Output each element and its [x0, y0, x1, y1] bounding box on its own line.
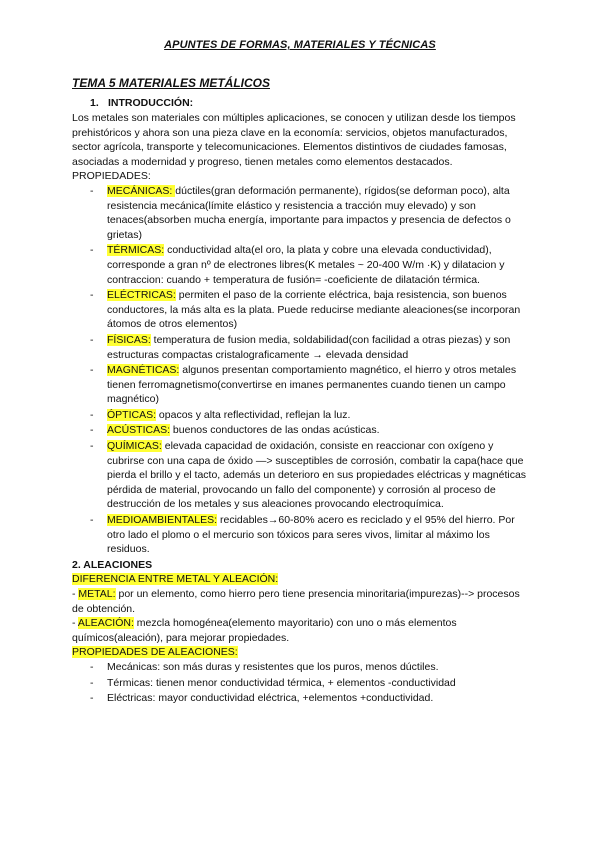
- section-1-number: 1.: [90, 97, 99, 109]
- list-item: - MECÁNICAS: dúctiles(gran deformación permanente), rígidos(se deforman poco), alta resistencia mecánica(límite elástico y resistencia a tracción muy elevado) y son tenaces(absorben mucha energía, importante para impactos y presencia de defectos o grietas): [90, 184, 511, 241]
- section-2-heading: 2. ALEACIONES: [72, 558, 153, 571]
- prop-aleaciones-line: [72, 645, 530, 660]
- item-text: recidables→60-80% acero es reciclado y el 95% del hierro. Por otro lado el plomo o el mercurio son tóxicos para seres vivos, limitar al máximo los residuos.: [107, 514, 515, 556]
- aleacion-definition: - ALEACIÓN: mezcla homogénea(elemento mayoritario) con uno o más elementos químicos(aleación), para mejorar propiedades.: [72, 617, 457, 644]
- highlighted-label: ÓPTICAS:: [107, 408, 157, 421]
- propiedades-list: [72, 184, 530, 557]
- item-text: permiten el paso de la corriente eléctrica, baja resistencia, son buenos conductores, la más alta es la plata. Puede reducirse mediante aleaciones(se incorporan átomos de otros elementos): [107, 289, 521, 331]
- item-text: Térmicas: tienen menor conductividad térmica, + elementos -conductividad: [107, 676, 456, 689]
- highlighted-label: FÍSICAS:: [107, 333, 151, 346]
- propiedades-label: PROPIEDADES:: [72, 170, 151, 183]
- metal-text: por un elemento, como hierro pero tiene presencia minoritaria(impurezas)--> procesos de obtención.: [72, 588, 520, 615]
- list-item: - MAGNÉTICAS: algunos presentan comportamiento magnético, el hierro y otros metales tienen ferromagnetismo(convertirse en imanes permanentes cuando tienen un campo magnético): [90, 364, 517, 406]
- item-text: Mecánicas: son más duras y resistentes que los puros, menos dúctiles.: [107, 660, 439, 673]
- metal-definition: - METAL: por un elemento, como hierro pero tiene presencia minoritaria(impurezas)--> procesos de obtención.: [72, 588, 520, 615]
- content-body: [72, 111, 530, 707]
- item-text: opacos y alta reflectividad, reflejan la luz.: [156, 408, 351, 421]
- tema-heading: TEMA 5 MATERIALES METÁLICOS: [72, 76, 270, 90]
- highlighted-label: QUÍMICAS:: [107, 440, 162, 453]
- list-item: - ACÚSTICAS: buenos conductores de las ondas acústicas.: [90, 424, 380, 437]
- intro-paragraph: Los metales son materiales con múltiples aplicaciones, se conocen y utilizan desde los tiempos prehistóricos y ahora son una pieza clave en la economía: servicios, objetos manufacturados, sector agrícola, transporte y telecomunicaciones. Elementos distintivos de ciudades famosas, asociadas a modernidad y progreso, tienen metales como elementos destacados.: [72, 112, 516, 168]
- aleacion-label: ALEACIÓN:: [77, 617, 134, 630]
- list-item: - ELÉCTRICAS: permiten el paso de la corriente eléctrica, baja resistencia, son buenos conductores, la más alta es la plata. Puede reducirse mediante aleaciones(se incorporan átomos de otros elementos): [90, 289, 521, 331]
- section-1-heading: [90, 96, 193, 111]
- aleacion-text: mezcla homogénea(elemento mayoritario) con uno o más elementos químicos(aleación), para mejorar propiedades.: [72, 617, 457, 644]
- item-text: dúctiles(gran deformación permanente), rígidos(se deforman poco), alta resistencia mecánica(límite elástico y resistencia a tracción muy elevado) y son tenaces(absorben mucha energía, importante para impactos y presencia de defectos o grietas): [107, 184, 511, 241]
- diferencia-line: [72, 572, 530, 587]
- highlighted-label: TÉRMICAS:: [107, 244, 165, 257]
- prop-aleaciones-label: PROPIEDADES DE ALEACIONES:: [72, 646, 238, 659]
- highlighted-label: ACÚSTICAS:: [107, 424, 171, 437]
- item-text: algunos presentan comportamiento magnético, el hierro y otros metales tienen ferromagnetismo(convertirse en imanes permanentes cuando tienen un campo magnético): [107, 364, 517, 406]
- document-title: APUNTES DE FORMAS, MATERIALES Y TÉCNICAS: [164, 39, 436, 51]
- list-item: - ÓPTICAS: opacos y alta reflectividad, reflejan la luz.: [90, 408, 351, 421]
- section-1-title: INTRODUCCIÓN:: [108, 97, 194, 109]
- highlighted-label: ELÉCTRICAS:: [107, 289, 176, 302]
- prop-aleaciones-list: [72, 660, 530, 706]
- diferencia-label: DIFERENCIA ENTRE METAL Y ALEACIÓN:: [72, 573, 279, 586]
- list-item: - TÉRMICAS: conductividad alta(el oro, la plata y cobre una elevada conductividad), corresponde a gran nº de electrones libres(K metales ~ 20-400 W/m ·K) y dilatacion y contraccion: cuando + temperatura de fusión= -coeficiente de dilatación térmica.: [90, 244, 505, 286]
- highlighted-label: MEDIOAMBIENTALES:: [107, 514, 218, 527]
- list-item: - MEDIOAMBIENTALES: recidables→60-80% acero es reciclado y el 95% del hierro. Por otro lado el plomo o el mercurio son tóxicos para seres vivos, limitar al máximo los residuos.: [90, 514, 515, 556]
- item-text: Eléctricas: mayor conductividad eléctrica, +elementos +conductividad.: [107, 692, 434, 705]
- list-item: - Eléctricas: mayor conductividad eléctrica, +elementos +conductividad.: [90, 692, 434, 705]
- item-text: buenos conductores de las ondas acústicas.: [170, 424, 380, 437]
- item-text: elevada capacidad de oxidación, consiste en reaccionar con oxígeno y cubrirse con una capa de óxido —> susceptibles de corrosión, combatir la capa(hace que pierda el brillo y el tacto, además un deterioro en sus propiedades eléctricas y magnéticas pérdida de material, provocando un fallo del componente) y corrosión al proceso de destrucción de los metales y sus aleaciones provocando electroquímica.: [107, 440, 527, 511]
- highlighted-label: MAGNÉTICAS:: [107, 364, 180, 377]
- highlighted-label: MECÁNICAS:: [107, 184, 176, 197]
- list-item: - FÍSICAS: temperatura de fusion media, soldabilidad(con facilidad a otras piezas) y son estructuras compactas cristalograficamente → elevada densidad: [90, 333, 511, 361]
- item-text: conductividad alta(el oro, la plata y cobre una elevada conductividad), corresponde a gran nº de electrones libres(K metales ~ 20-400 W/m ·K) y dilatacion y contraccion: cuando + temperatura de fusión= -coeficiente de dilatación térmica.: [107, 244, 505, 286]
- list-item: - QUÍMICAS: elevada capacidad de oxidación, consiste en reaccionar con oxígeno y cubrirse con una capa de óxido —> susceptibles de corrosión, combatir la capa(hace que pierda el brillo y el tacto, además un deterioro en sus propiedades eléctricas y magnéticas pérdida de material, provocando un fallo del componente) y corrosión al proceso de destrucción de los metales y sus aleaciones provocando electroquímica.: [90, 440, 527, 511]
- list-item: - Térmicas: tienen menor conductividad térmica, + elementos -conductividad: [90, 676, 456, 689]
- list-item: - Mecánicas: son más duras y resistentes que los puros, menos dúctiles.: [90, 660, 439, 673]
- metal-label: METAL:: [78, 588, 116, 600]
- item-text: temperatura de fusion media, soldabilidad(con facilidad a otras piezas) y son estructuras compactas cristalograficamente → elevada densidad: [107, 333, 511, 361]
